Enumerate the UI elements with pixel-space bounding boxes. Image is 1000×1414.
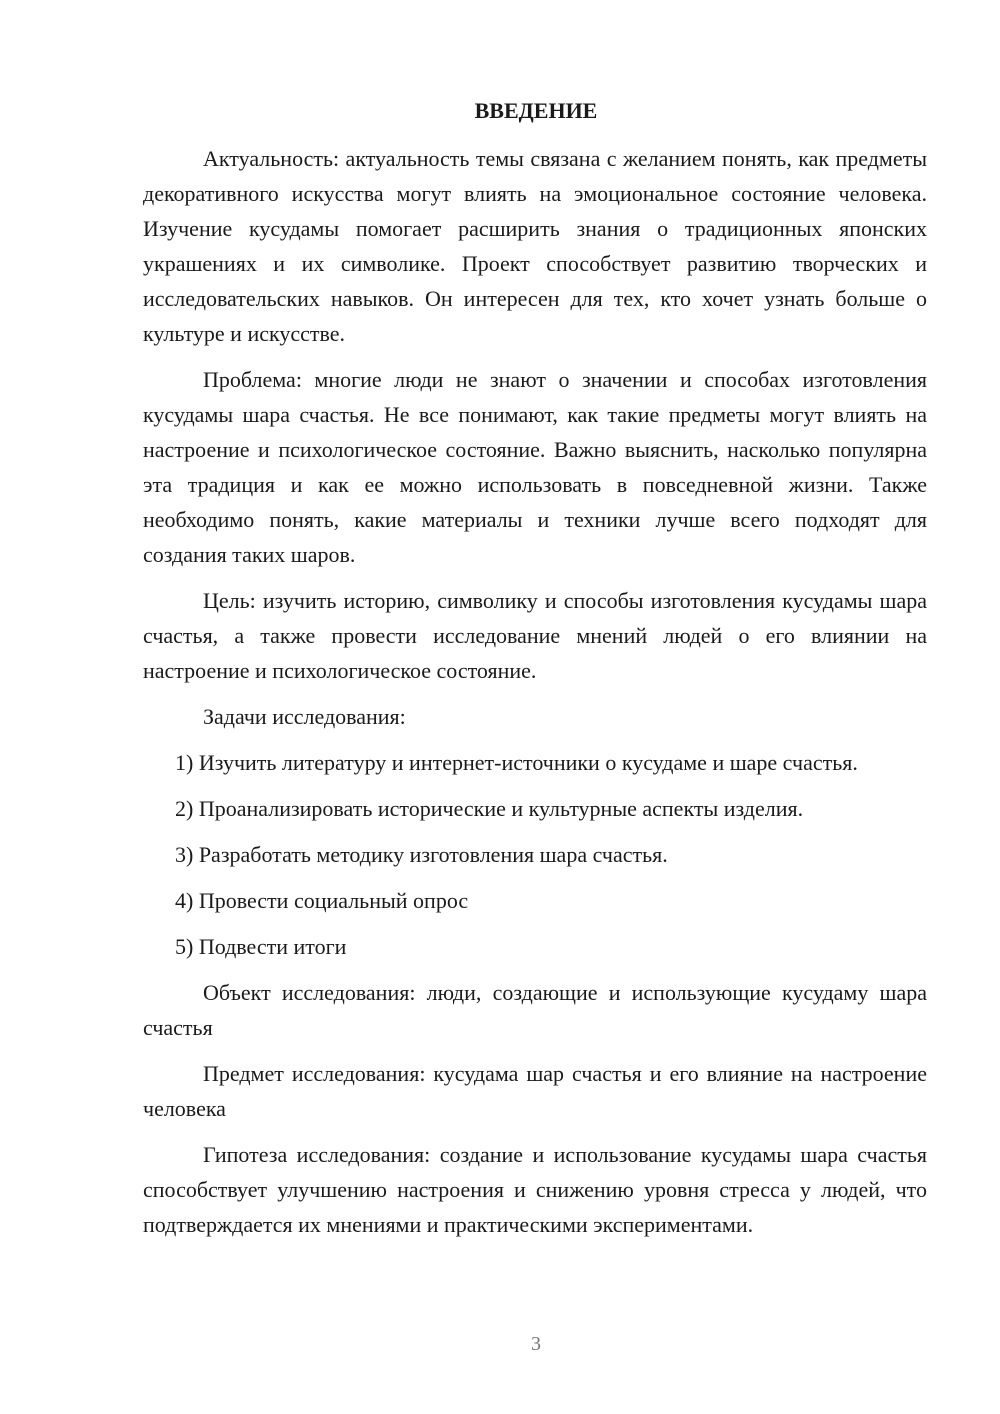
task-item-2: 2) Проанализировать исторические и культурные аспекты изделия. [175,796,804,821]
paragraph-problem: Проблема: многие люди не знают о значении и способах изготовления кусудамы шара счастья. Не все понимают, как такие предметы могут влиять на настроение и психологическое состояние. Важно выяснить, насколько популярна эта традиция и как ее можно использовать в повседневной жизни. Также необходимо понять, какие материалы и техники лучше всего подходят для создания таких шаров. [143,367,927,567]
task-item-3: 3) Разработать методику изготовления шара счастья. [175,842,668,867]
paragraph-relevance: Актуальность: актуальность темы связана с желанием понять, как предметы декоративного искусства могут влиять на эмоциональное состояние человека. Изучение кусудамы помогает расширить знания о традиционных японских украшениях и их символике. Проект способствует развитию творческих и исследовательских навыков. Он интересен для тех, кто хочет узнать больше о культуре и искусстве. [143,146,927,346]
paragraph-object: Объект исследования: люди, создающие и использующие кусудаму шара счастья [143,980,927,1040]
page-number: 3 [531,1333,541,1355]
tasks-heading: Задачи исследования: [203,704,406,729]
body-text [143,141,927,1253]
paragraph-goal: Цель: изучить историю, символику и способы изготовления кусудамы шара счастья, а также провести исследование мнений людей о его влиянии на настроение и психологическое состояние. [143,588,927,683]
task-item-5: 5) Подвести итоги [175,934,347,959]
task-item-4: 4) Провести социальный опрос [175,888,469,913]
paragraph-subject: Предмет исследования: кусудама шар счастья и его влияние на настроение человека [143,1061,927,1121]
task-item-1: 1) Изучить литературу и интернет-источники о кусудаме и шаре счастья. [175,750,858,775]
section-title: ВВЕДЕНИЕ [474,98,598,123]
paragraph-hypothesis: Гипотеза исследования: создание и использование кусудамы шара счастья способствует улучшению настроения и снижению уровня стресса у людей, что подтверждается их мнениями и практическими экспериментами. [143,1142,927,1237]
